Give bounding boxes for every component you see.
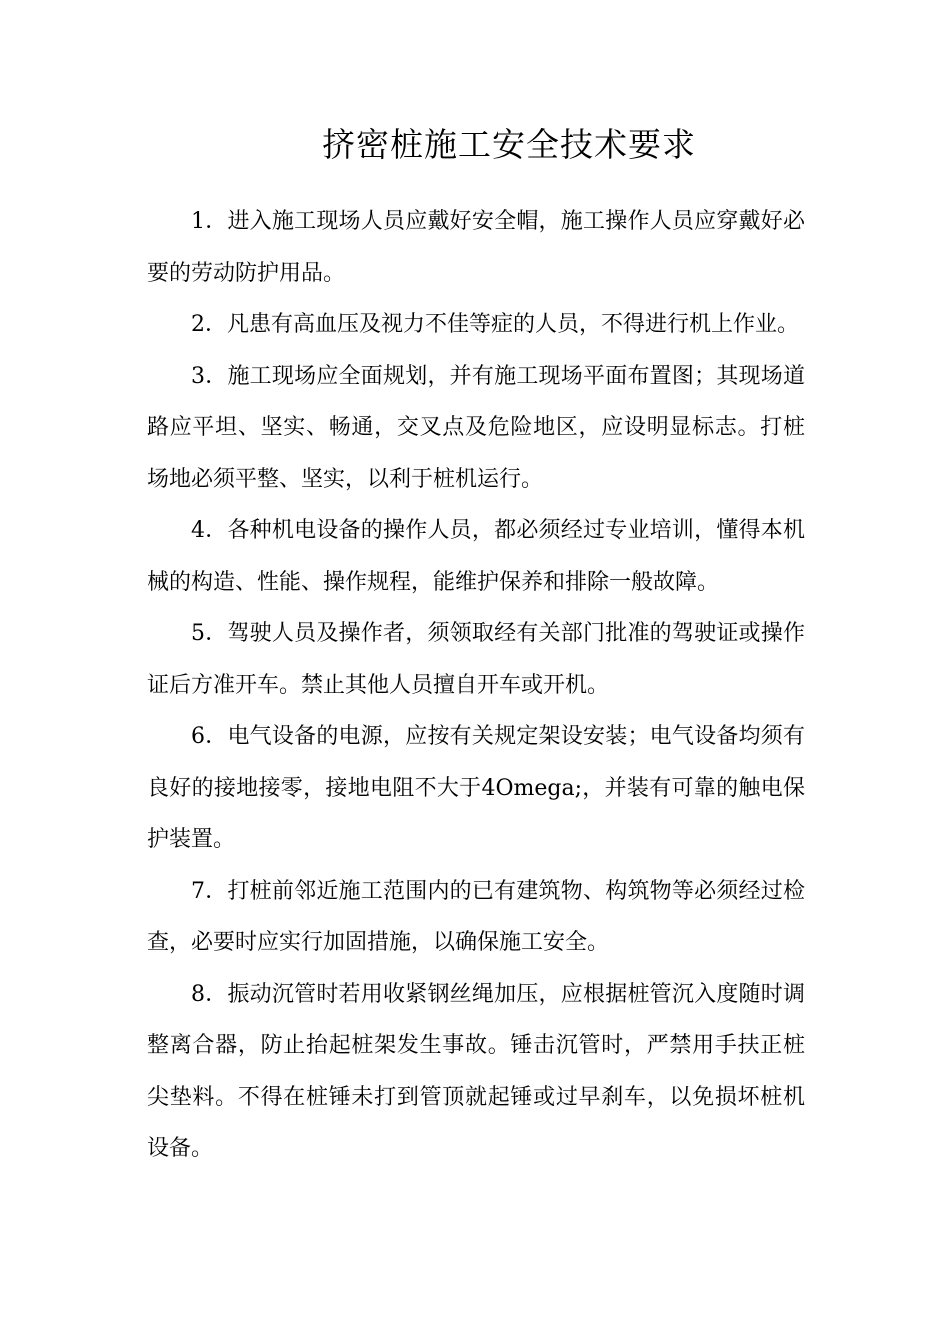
paragraph-1: 1．进入施工现场人员应戴好安全帽，施工操作人员应穿戴好必要的劳动防护用品。 [147, 209, 805, 286]
paragraph-3: 3．施工现场应全面规划，并有施工现场平面布置图；其现场道路应平坦、坚实、畅通，交叉点及危险地区，应设明显标志。打桩场地必须平整、坚实，以利于桩机运行。 [147, 363, 805, 492]
document-body [147, 196, 805, 1175]
paragraph-5: 5．驾驶人员及操作者，须领取经有关部门批准的驾驶证或操作证后方准开车。禁止其他人员擅自开车或开机。 [147, 621, 805, 698]
paragraph-4: 4．各种机电设备的操作人员，都必须经过专业培训，懂得本机械的构造、性能、操作规程，能维护保养和排除一般故障。 [147, 518, 805, 595]
paragraph-6: 6．电气设备的电源，应按有关规定架设安装；电气设备均须有良好的接地接零，接地电阻不大于4Omega;，并装有可靠的触电保护装置。 [147, 724, 805, 852]
paragraph-2: 2．凡患有高血压及视力不佳等症的人员，不得进行机上作业。 [191, 312, 799, 337]
paragraph-8: 8．振动沉管时若用收紧钢丝绳加压，应根据桩管沉入度随时调整离合器，防止抬起桩架发生事故。锤击沉管时，严禁用手扶正桩尖垫料。不得在桩锤未打到管顶就起锤或过早刹车，以免损坏桩机设备。 [147, 981, 805, 1161]
document-title: 挤密桩施工安全技术要求 [322, 125, 696, 164]
paragraph-7: 7．打桩前邻近施工范围内的已有建筑物、构筑物等必须经过检查，必要时应实行加固措施，以确保施工安全。 [147, 878, 805, 955]
